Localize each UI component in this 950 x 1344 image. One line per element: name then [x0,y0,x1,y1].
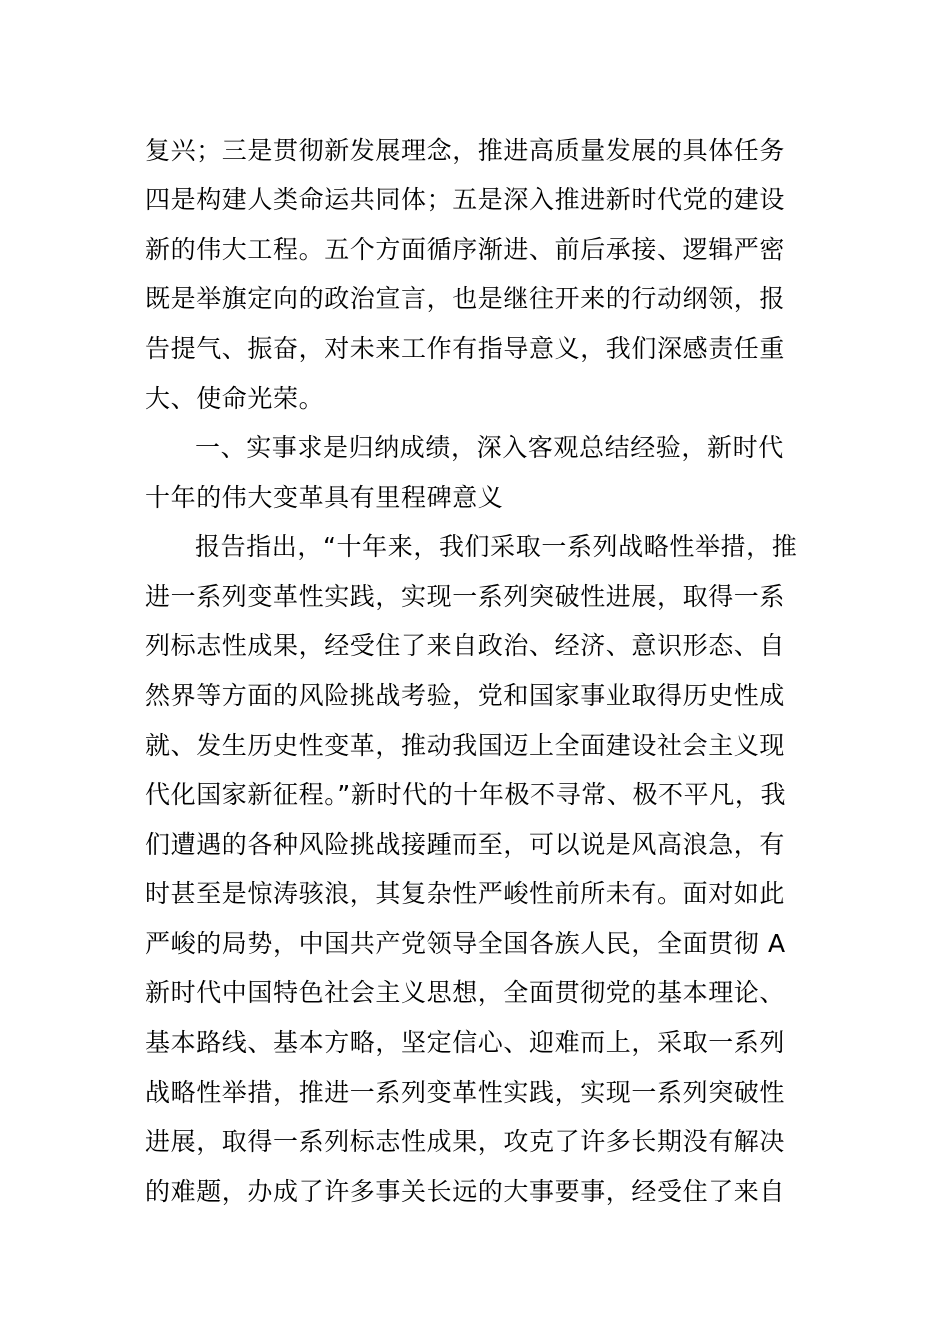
text-line: 新时代中国特色社会主义思想，全面贯彻党的基本理论、 [145,978,786,1007]
text-line: 大、使命光荣。 [145,384,325,413]
text-line: 告提气、振奋，对未来工作有指导意义，我们深感责任重 [145,334,786,363]
text-line: 严峻的局势，中国共产党领导全国各族人民，全面贯彻 A [145,929,786,958]
text-line: 新的伟大工程。五个方面循序渐进、前后承接、逻辑严密 [145,235,786,264]
text-line: 基本路线、基本方略，坚定信心、迎难而上，采取一系列 [145,1028,786,1057]
text-line: 们遭遇的各种风险挑战接踵而至，可以说是风高浪急，有 [145,830,786,859]
section-heading-line: 一、实事求是归纳成绩，深入客观总结经验，新时代 [195,433,784,462]
text-line: 报告指出，“十年来，我们采取一系列战略性举措，推 [195,532,798,561]
text-line: 进一系列变革性实践，实现一系列突破性进展，取得一系 [145,582,786,611]
text-line: 的难题，办成了许多事关长远的大事要事，经受住了来自 [145,1177,786,1206]
text-line: 时甚至是惊涛骇浪，其复杂性严峻性前所未有。面对如此 [145,879,786,908]
text-line: 既是举旗定向的政治宣言，也是继往开来的行动纲领，报 [145,284,786,313]
text-line: 进展，取得一系列标志性成果，攻克了许多长期没有解决 [145,1127,786,1156]
text-line: 代化国家新征程。”新时代的十年极不寻常、极不平凡，我 [145,780,787,809]
text-line: 战略性举措，推进一系列变革性实践，实现一系列突破性 [145,1078,786,1107]
text-line: 复兴；三是贯彻新发展理念，推进高质量发展的具体任务 [145,136,786,165]
text-line: 列标志性成果，经受住了来自政治、经济、意识形态、自 [145,631,786,660]
section-heading-line: 十年的伟大变革具有里程碑意义 [145,483,504,512]
text-line: 然界等方面的风险挑战考验，党和国家事业取得历史性成 [145,681,786,710]
text-line: 四是构建人类命运共同体；五是深入推进新时代党的建设 [145,185,786,214]
text-line: 就、发生历史性变革，推动我国迈上全面建设社会主义现 [145,731,786,760]
